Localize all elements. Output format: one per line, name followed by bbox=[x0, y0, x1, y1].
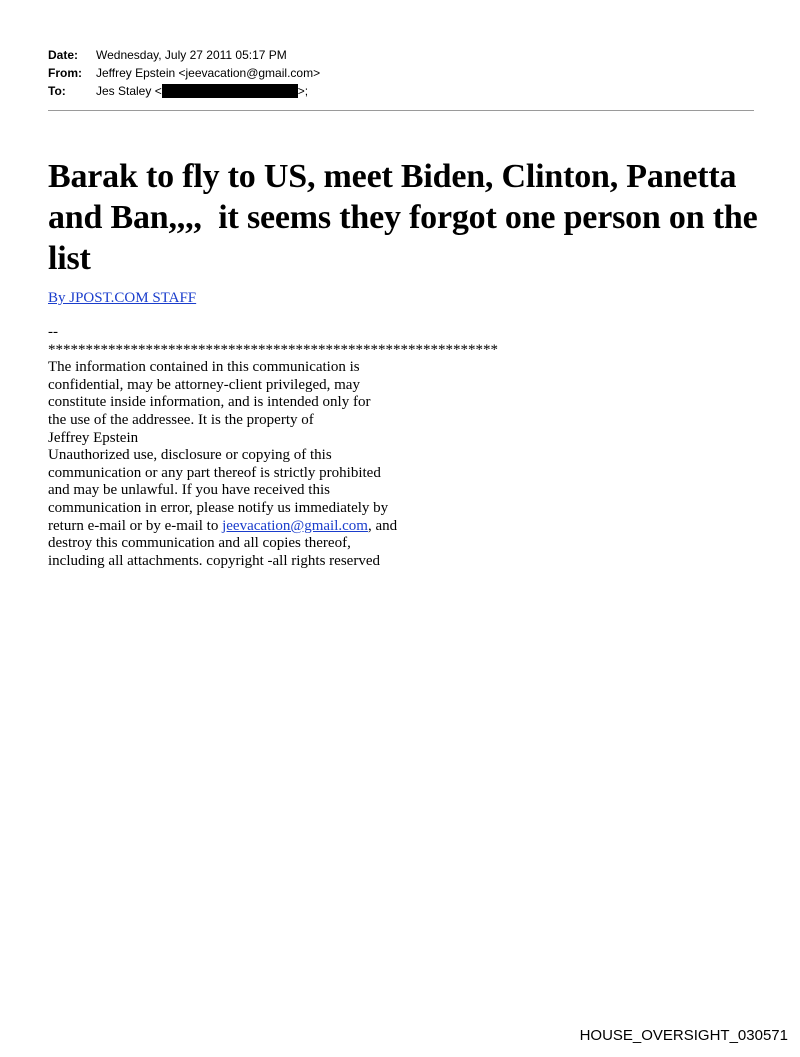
email-link[interactable]: jeevacation@gmail.com bbox=[222, 517, 368, 534]
to-label: To: bbox=[48, 84, 66, 98]
signature-separator: -- bbox=[48, 324, 58, 340]
from-row bbox=[48, 64, 754, 82]
to-row bbox=[48, 82, 754, 100]
date-label: Date: bbox=[48, 48, 79, 62]
headline-line: Barak to fly to US, meet Biden, Clinton, Panetta bbox=[48, 158, 737, 195]
disclaimer-line: Unauthorized use, disclosure or copying of this bbox=[48, 447, 332, 464]
from-label: From: bbox=[48, 66, 82, 80]
headline-line: and Ban,,,, it seems they forgot one person on the bbox=[48, 199, 758, 236]
disclaimer-line: The information contained in this communication is bbox=[48, 359, 360, 376]
article-headline bbox=[48, 156, 758, 279]
headline-line: list bbox=[48, 240, 91, 277]
disclaimer-line: including all attachments. copyright -all rights reserved bbox=[48, 552, 380, 569]
disclaimer-line: and may be unlawful. If you have received this bbox=[48, 482, 330, 499]
disclaimer-line: destroy this communication and all copies thereof, bbox=[48, 535, 351, 552]
email-line-prefix: return e-mail or by e-mail to bbox=[48, 517, 223, 534]
disclaimer-email-line bbox=[48, 518, 568, 536]
to-suffix: >; bbox=[297, 84, 309, 98]
disclaimer-line: confidential, may be attorney-client privileged, may bbox=[48, 376, 360, 393]
email-header bbox=[48, 46, 754, 100]
redaction-block bbox=[162, 84, 298, 98]
bates-number: HOUSE_OVERSIGHT_030571 bbox=[579, 1027, 788, 1044]
disclaimer-line: communication in error, please notify us immediately by bbox=[48, 499, 389, 516]
disclaimer-line: communication or any part thereof is strictly prohibited bbox=[48, 464, 381, 481]
signature-asterisks: ************************************************************ bbox=[48, 341, 498, 358]
byline-link[interactable]: By JPOST.COM STAFF bbox=[48, 290, 197, 306]
date-row bbox=[48, 46, 754, 64]
email-line-suffix: , and bbox=[367, 517, 398, 534]
disclaimer-line: Jeffrey Epstein bbox=[48, 429, 139, 446]
date-value: Wednesday, July 27 2011 05:17 PM bbox=[96, 48, 287, 62]
header-divider bbox=[48, 110, 754, 111]
disclaimer-line: constitute inside information, and is intended only for bbox=[48, 394, 371, 411]
disclaimer-line: the use of the addressee. It is the property of bbox=[48, 411, 314, 428]
from-value: Jeffrey Epstein <jeevacation@gmail.com> bbox=[96, 66, 321, 80]
to-prefix: Jes Staley < bbox=[96, 84, 162, 98]
signature-block bbox=[48, 324, 568, 570]
